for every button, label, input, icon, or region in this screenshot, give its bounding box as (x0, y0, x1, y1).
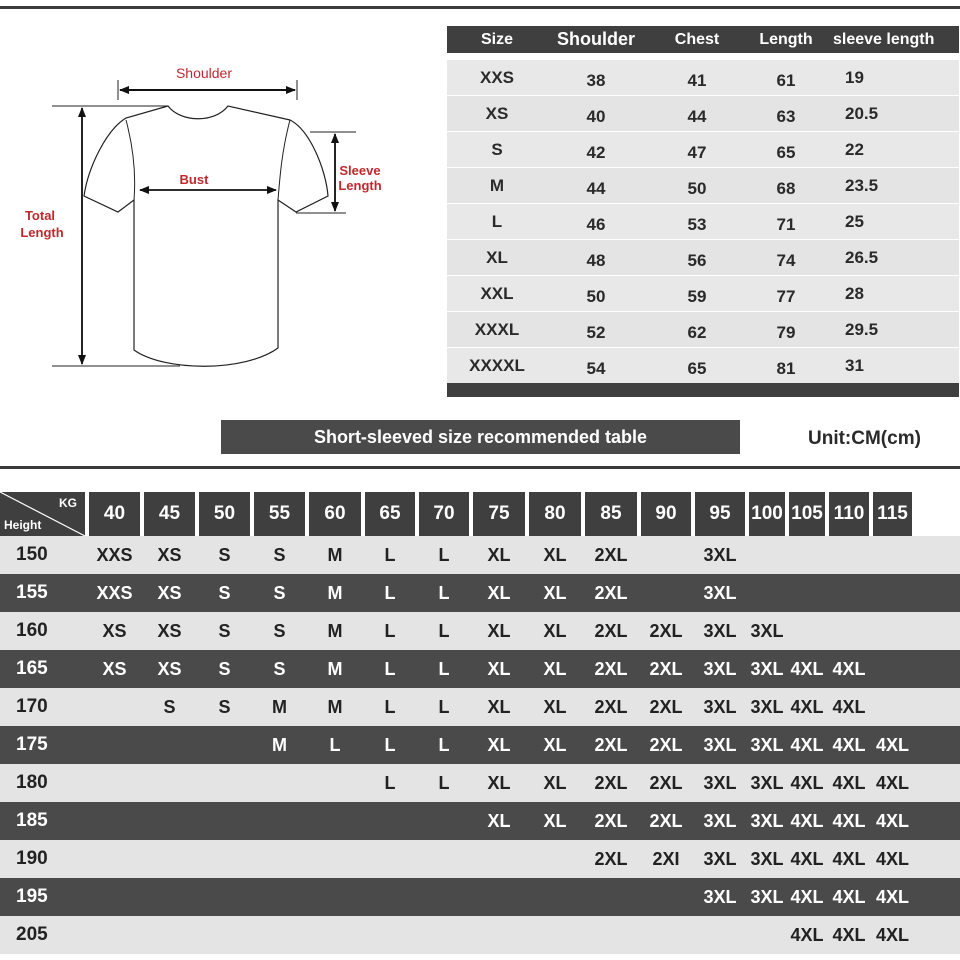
size-recommend-cell: 3XL (750, 810, 784, 831)
size-recommend-cell: 2XL (649, 658, 683, 679)
weight-header-cell: 40 (89, 492, 140, 536)
size-recommend-cell: XS (157, 544, 182, 565)
size-recommend-cell: 4XL (790, 772, 824, 793)
size-table-row (447, 239, 959, 275)
size-name-cell: XXXXL (469, 355, 525, 375)
size-recommend-cell: XL (487, 544, 511, 565)
size-measurement-table (447, 26, 959, 397)
size-recommend-cell: 2XL (594, 734, 628, 755)
measurement-cell: 63 (776, 106, 796, 126)
measurement-cell: 41 (687, 70, 707, 90)
size-name-cell: XXL (480, 283, 514, 303)
size-recommend-cell: S (218, 582, 231, 603)
height-row (0, 536, 960, 574)
size-recommend-cell: XS (157, 658, 182, 679)
size-recommend-cell: XXS (96, 544, 133, 565)
weight-header-cell: 50 (199, 492, 250, 536)
size-recommend-cell: M (272, 696, 287, 717)
size-recommend-cell: 4XL (832, 810, 866, 831)
sleeve-label-line2: Length (338, 178, 382, 193)
weight-header-cell: 85 (585, 492, 637, 536)
measurement-cell: 46 (586, 214, 606, 234)
size-recommend-cell: XL (543, 544, 567, 565)
size-name-cell: XS (485, 103, 509, 123)
size-recommend-cell: XS (102, 658, 127, 679)
size-recommend-cell: 3XL (703, 848, 737, 869)
height-cell: 165 (16, 658, 48, 679)
size-recommend-cell: L (438, 696, 450, 717)
size-table-row (447, 131, 959, 167)
size-recommend-cell: 2XL (649, 810, 683, 831)
measurement-cell: 77 (776, 286, 796, 306)
size-recommend-cell: 2XL (649, 620, 683, 641)
size-recommend-cell: XL (543, 582, 567, 603)
size-recommend-cell: S (218, 620, 231, 641)
measurement-cell: 22 (845, 139, 864, 159)
header-shoulder: Shoulder (556, 29, 635, 49)
size-recommend-cell: M (327, 658, 343, 679)
measurement-cell: 42 (586, 142, 606, 162)
height-cell: 160 (16, 620, 48, 641)
height-row (0, 802, 960, 840)
size-name-cell: M (489, 175, 505, 195)
height-cell: 155 (16, 582, 48, 603)
measurement-cell: 23.5 (845, 175, 879, 195)
measurement-cell: 19 (845, 67, 864, 87)
unit-label: Unit:CM(cm) (808, 428, 921, 449)
measurement-cell: 71 (776, 214, 796, 234)
size-recommend-cell: XL (487, 734, 511, 755)
height-cell: 185 (16, 810, 48, 831)
recommend-table-body (0, 536, 960, 954)
shoulder-label: Shoulder (175, 65, 233, 81)
size-recommend-cell: L (384, 582, 396, 603)
weight-header-cell: 80 (529, 492, 581, 536)
measurement-cell: 65 (776, 142, 796, 162)
size-table-row (447, 95, 959, 131)
size-recommend-cell: M (272, 734, 287, 755)
size-recommend-cell: S (273, 582, 286, 603)
size-recommend-cell: L (384, 620, 396, 641)
size-name-cell: L (491, 211, 503, 231)
size-recommend-cell: L (438, 658, 450, 679)
size-recommend-cell: 4XL (832, 772, 866, 793)
height-cell: 170 (16, 696, 48, 717)
size-recommend-cell: 3XL (750, 886, 784, 907)
size-recommend-cell: L (438, 620, 450, 641)
height-row (0, 574, 960, 612)
size-table-row (447, 59, 959, 95)
size-recommend-cell: 4XL (790, 810, 824, 831)
measurement-cell: 28 (845, 283, 864, 303)
height-cell: 205 (16, 924, 48, 945)
size-recommend-cell: 3XL (750, 658, 784, 679)
size-recommend-cell: XL (543, 620, 567, 641)
measurement-cell: 61 (776, 70, 796, 90)
measurement-cell: 56 (687, 250, 707, 270)
measurement-cell: 31 (845, 355, 864, 375)
measurement-cell: 38 (586, 70, 606, 90)
size-recommend-cell: 2XL (594, 810, 628, 831)
size-recommend-cell: XL (487, 810, 511, 831)
size-recommend-cell: XS (157, 582, 182, 603)
size-recommend-cell: XL (543, 810, 567, 831)
size-recommend-cell: 3XL (703, 772, 737, 793)
size-recommend-cell: 3XL (750, 772, 784, 793)
size-name-cell: XL (486, 247, 508, 267)
measurement-cell: 62 (687, 322, 707, 342)
bust-label: Bust (179, 172, 209, 187)
measurement-cell: 79 (776, 322, 796, 342)
corner-kg-label: KG (59, 496, 77, 510)
measurement-cell: 20.5 (845, 103, 879, 123)
middle-divider (0, 466, 960, 469)
size-recommend-cell: 2XL (594, 772, 628, 793)
weight-header-cell: 45 (144, 492, 195, 536)
weight-header-cell: 55 (254, 492, 305, 536)
weight-header-cell: 60 (309, 492, 361, 536)
weight-header-row (0, 492, 960, 536)
measurement-cell: 52 (586, 322, 606, 342)
height-cell: 180 (16, 772, 48, 793)
size-recommend-cell: 3XL (703, 696, 737, 717)
size-recommend-cell: 2XL (594, 658, 628, 679)
measurement-cell: 50 (586, 286, 606, 306)
measurement-cell: 26.5 (845, 247, 879, 267)
height-row (0, 726, 960, 764)
size-recommend-cell: 2XL (594, 620, 628, 641)
measurement-cell: 68 (776, 178, 796, 198)
size-recommend-cell: 2XL (594, 696, 628, 717)
tshirt-diagram (0, 40, 420, 400)
measurement-cell: 59 (687, 286, 707, 306)
size-table-footer (447, 383, 959, 397)
weight-header-cell: 90 (641, 492, 691, 536)
size-recommend-cell: 2XL (649, 772, 683, 793)
size-recommend-cell: 4XL (875, 848, 909, 869)
size-recommend-cell: 4XL (875, 886, 909, 907)
size-name-cell: XXXL (474, 319, 520, 339)
size-recommend-cell: 3XL (703, 582, 737, 603)
measurement-cell: 40 (586, 106, 606, 126)
size-recommend-cell: 3XL (703, 734, 737, 755)
size-recommend-cell: S (273, 658, 286, 679)
total-length-label-line1: Total (24, 208, 56, 223)
size-recommend-cell: M (327, 544, 343, 565)
size-recommend-cell: XL (543, 772, 567, 793)
weight-header-cell: 100 (749, 492, 785, 536)
height-row (0, 916, 960, 954)
size-recommend-cell: XL (543, 734, 567, 755)
size-recommend-cell: 3XL (703, 810, 737, 831)
measurement-cell: 65 (687, 358, 707, 378)
size-recommend-cell: XL (487, 582, 511, 603)
measurement-cell: 74 (776, 250, 796, 270)
measurement-cell: 47 (687, 142, 707, 162)
measurement-cell: 54 (586, 358, 606, 378)
measurement-cell: 53 (687, 214, 707, 234)
size-recommend-cell: L (384, 658, 396, 679)
size-table-header (447, 26, 959, 53)
size-recommend-cell: 4XL (832, 696, 866, 717)
measurement-cell: 81 (776, 358, 796, 378)
size-recommend-cell: 4XL (832, 658, 866, 679)
size-recommend-cell: 4XL (832, 886, 866, 907)
size-recommend-cell: S (218, 658, 231, 679)
size-recommend-cell: S (273, 544, 286, 565)
size-recommend-cell: XL (543, 658, 567, 679)
height-cell: 195 (16, 886, 48, 907)
header-sleeve-length: sleeve length (833, 30, 935, 48)
header-size: Size (480, 30, 513, 48)
size-table-row (447, 311, 959, 347)
header-chest: Chest (674, 30, 720, 48)
size-recommend-cell: L (384, 734, 396, 755)
weight-header-cell: 105 (789, 492, 825, 536)
size-recommend-cell: M (327, 696, 343, 717)
size-recommend-cell: 4XL (875, 924, 909, 945)
size-table-row (447, 203, 959, 239)
size-recommend-cell: 2XI (652, 848, 680, 869)
height-cell: 150 (16, 544, 48, 565)
sleeve-label-line1: Sleeve (339, 163, 381, 178)
size-recommend-cell: XL (543, 696, 567, 717)
size-table-row (447, 275, 959, 311)
size-recommend-cell: S (273, 620, 286, 641)
size-recommend-cell: 4XL (790, 886, 824, 907)
size-recommend-cell: 3XL (750, 696, 784, 717)
size-recommend-cell: M (327, 620, 343, 641)
size-recommend-cell: 4XL (832, 848, 866, 869)
size-recommend-cell: S (163, 696, 176, 717)
size-recommend-cell: 2XL (594, 848, 628, 869)
measurement-cell: 25 (845, 211, 864, 231)
size-recommend-cell: 4XL (832, 734, 866, 755)
size-recommend-cell: 2XL (649, 696, 683, 717)
size-recommend-cell: 4XL (790, 924, 824, 945)
size-recommend-cell: XS (102, 620, 127, 641)
size-recommend-cell: XXS (96, 582, 133, 603)
measurement-cell: 48 (586, 250, 606, 270)
recommend-table-title: Short-sleeved size recommended table (221, 420, 740, 454)
size-table-row (447, 347, 959, 383)
size-table-body (447, 59, 959, 383)
size-recommend-cell: L (438, 734, 450, 755)
size-recommend-cell: 3XL (750, 848, 784, 869)
size-recommend-cell: L (438, 772, 450, 793)
size-recommend-cell: 4XL (875, 734, 909, 755)
measurement-cell: 50 (687, 178, 707, 198)
size-recommend-cell: XL (487, 696, 511, 717)
size-recommend-cell: 4XL (875, 772, 909, 793)
height-row (0, 840, 960, 878)
size-recommend-cell: 3XL (703, 658, 737, 679)
size-recommend-cell: 4XL (790, 734, 824, 755)
size-recommend-cell: 3XL (703, 886, 737, 907)
top-divider (0, 6, 960, 9)
weight-header-cell: 115 (873, 492, 912, 536)
size-recommend-cell: M (327, 582, 343, 603)
height-row (0, 650, 960, 688)
size-recommend-cell: L (329, 734, 341, 755)
height-cell: 175 (16, 734, 48, 755)
measurement-cell: 44 (687, 106, 707, 126)
corner-height-label: Height (4, 518, 42, 532)
size-recommend-cell: S (218, 696, 231, 717)
size-recommend-cell: 4XL (832, 924, 866, 945)
size-recommend-cell: S (218, 544, 231, 565)
height-row (0, 764, 960, 802)
size-recommend-cell: 4XL (875, 810, 909, 831)
size-recommend-cell: L (384, 544, 396, 565)
size-recommend-cell: 2XL (594, 544, 628, 565)
header-length: Length (759, 30, 813, 48)
height-row (0, 688, 960, 726)
size-recommend-cell: 4XL (790, 696, 824, 717)
size-recommend-cell: L (384, 696, 396, 717)
size-recommend-cell: 3XL (750, 620, 784, 641)
size-recommend-cell: XL (487, 620, 511, 641)
size-recommend-cell: L (384, 772, 396, 793)
size-table-row (447, 167, 959, 203)
size-recommend-cell: 3XL (703, 620, 737, 641)
size-recommend-cell: 4XL (790, 658, 824, 679)
size-recommend-cell: 4XL (790, 848, 824, 869)
size-recommend-cell: XS (157, 620, 182, 641)
measurement-cell: 29.5 (845, 319, 879, 339)
height-row (0, 878, 960, 916)
height-row (0, 612, 960, 650)
size-name-cell: XXS (479, 67, 515, 87)
weight-header-cell: 65 (365, 492, 415, 536)
weight-header-cell: 70 (419, 492, 469, 536)
size-recommend-cell: 2XL (594, 582, 628, 603)
size-recommend-cell: L (438, 582, 450, 603)
size-recommend-cell: L (438, 544, 450, 565)
size-recommend-cell: 2XL (649, 734, 683, 755)
size-recommend-table (0, 492, 960, 954)
height-cell: 190 (16, 848, 48, 869)
size-recommend-cell: 3XL (750, 734, 784, 755)
size-name-cell: S (491, 139, 503, 159)
tshirt-outline-icon (84, 106, 328, 366)
measurement-cell: 44 (586, 178, 606, 198)
weight-header-cell: 95 (695, 492, 745, 536)
size-recommend-cell: XL (487, 658, 511, 679)
corner-cell (0, 492, 85, 536)
size-recommend-cell: XL (487, 772, 511, 793)
weight-header-cell: 110 (829, 492, 869, 536)
weight-header-cell: 75 (473, 492, 525, 536)
size-recommend-cell: 3XL (703, 544, 737, 565)
total-length-label-line2: Length (20, 225, 64, 240)
